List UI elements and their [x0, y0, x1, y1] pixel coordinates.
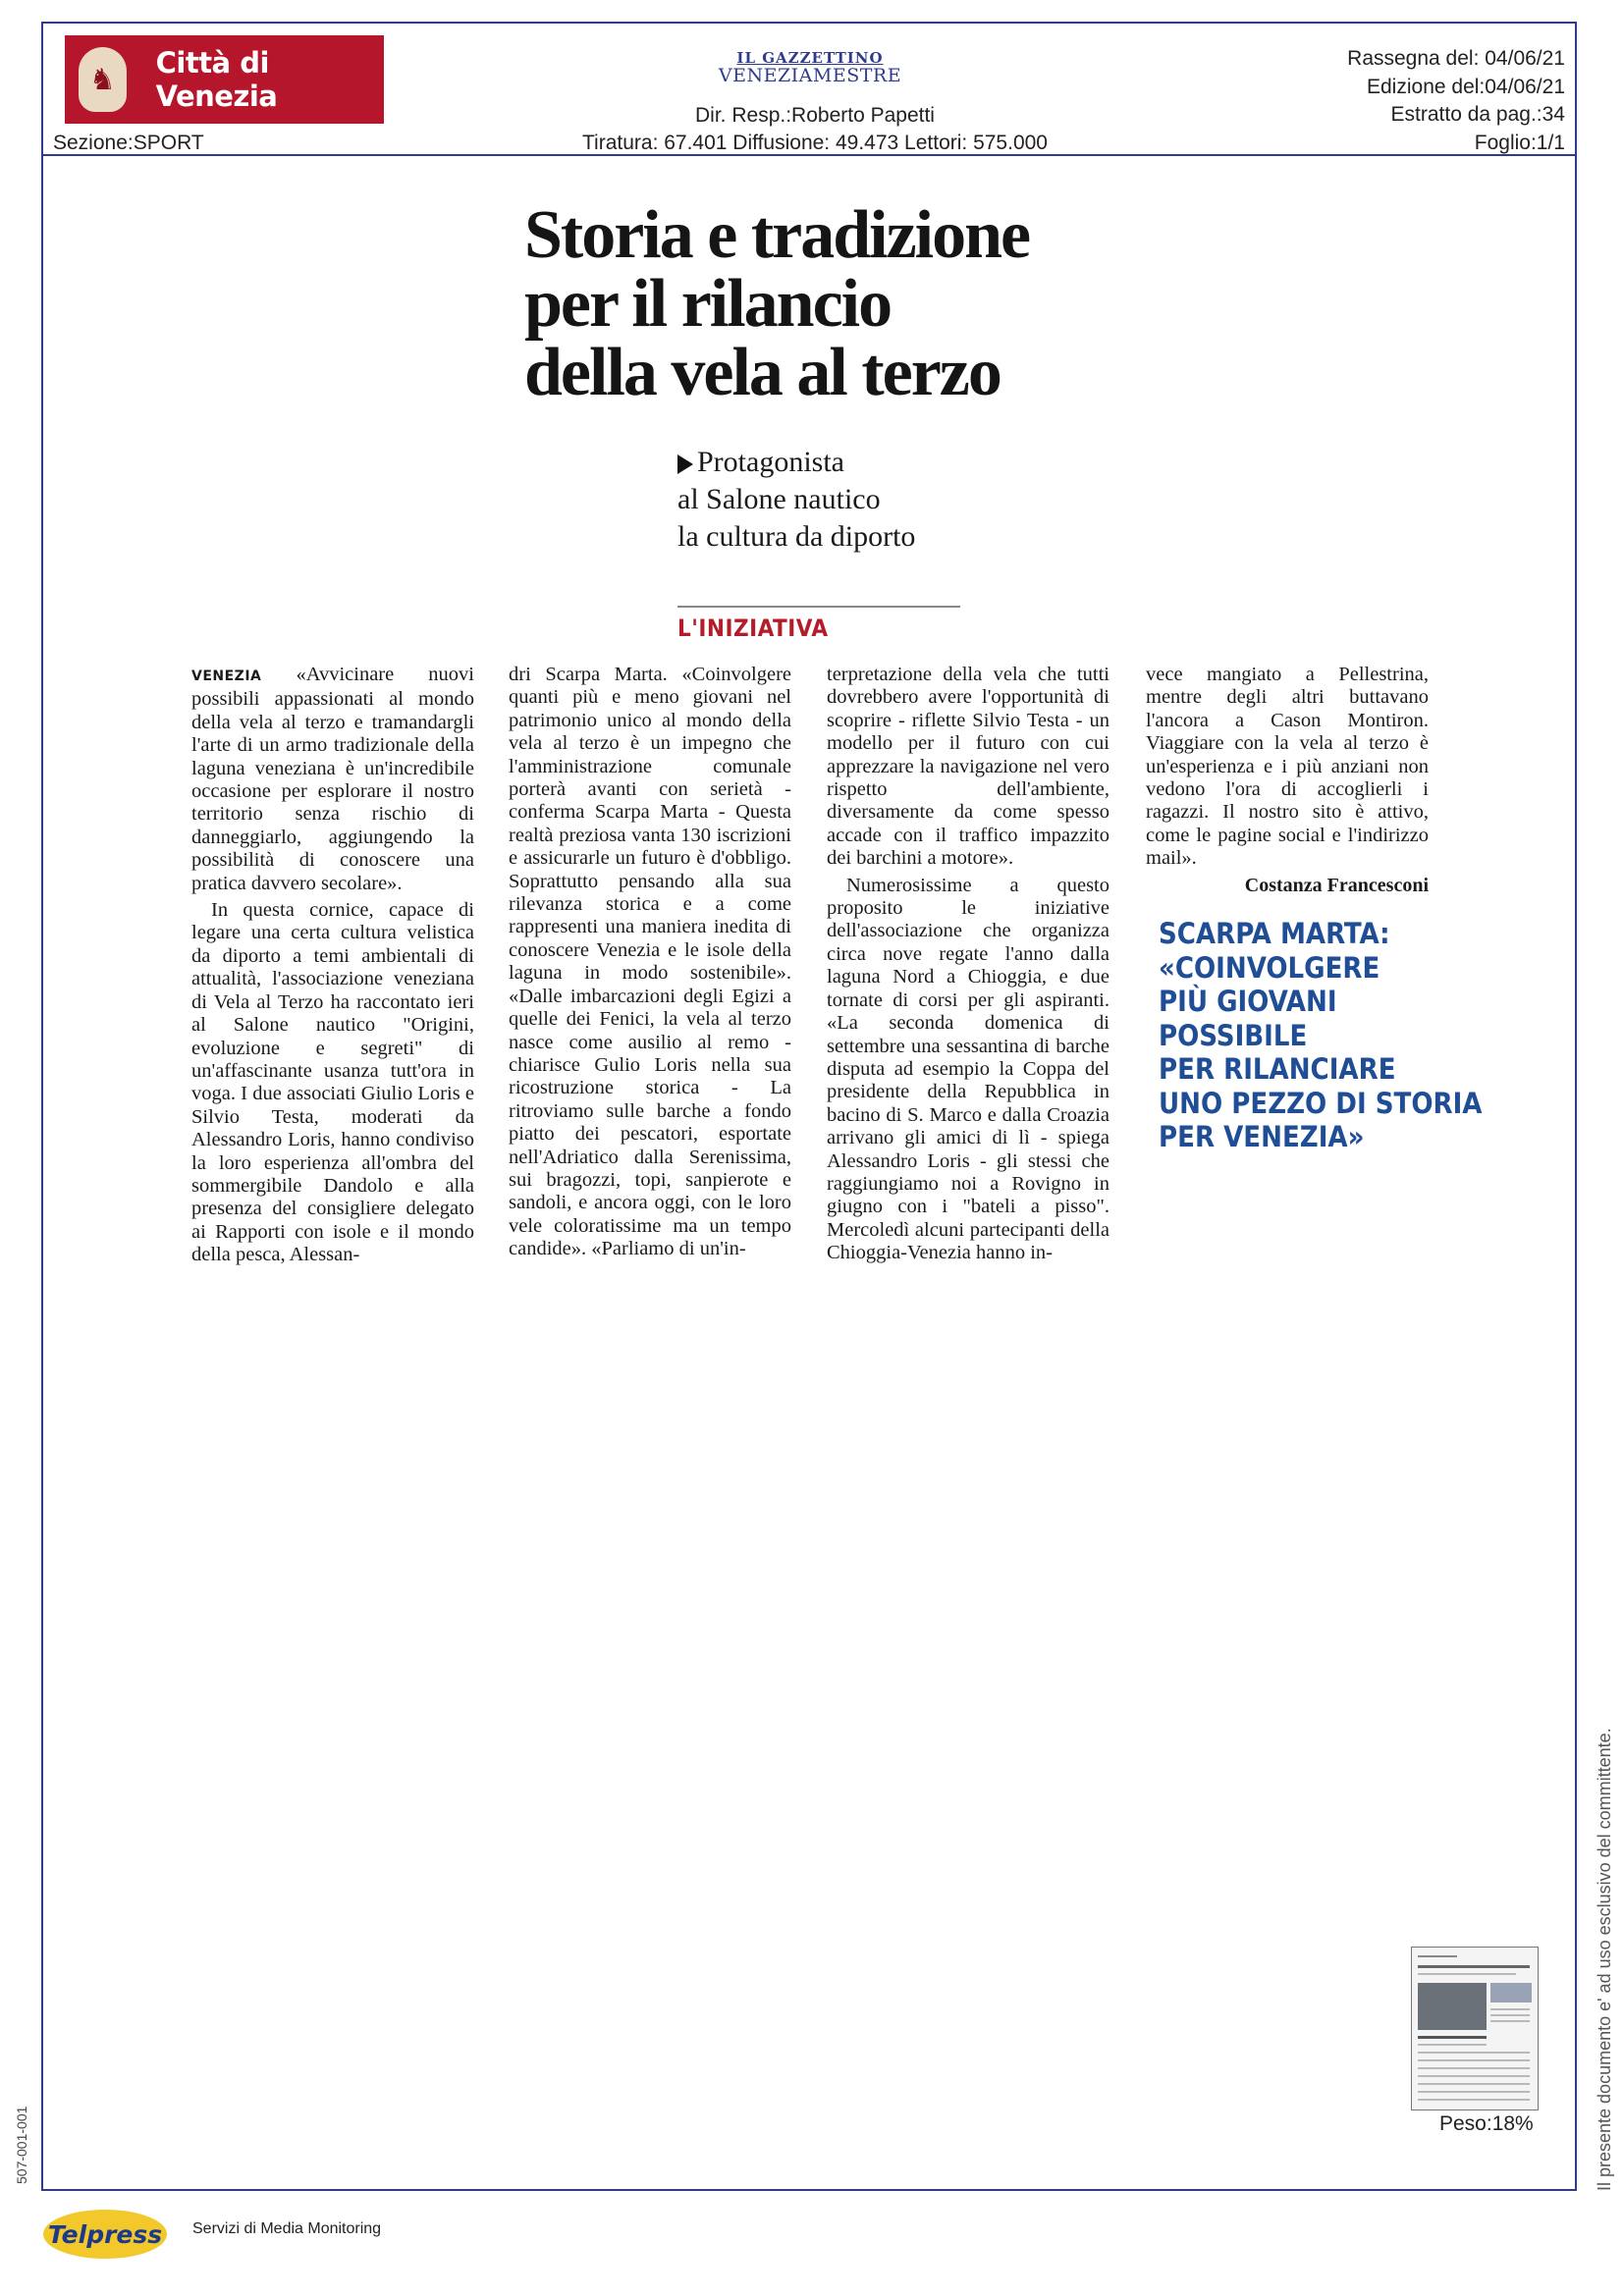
headline-line-2: per il rilancio	[524, 266, 892, 342]
director-line: Dir. Resp.:Roberto Papetti	[695, 104, 935, 127]
headline-line-3: della vela al terzo	[524, 335, 1001, 410]
col3-paragraph-1: terpretazione della vela che tutti dovrebbero avere l'opportunità di scoprire - riflette Silvio Testa - un modello per il futuro con cui apprezzare la navigazione nel vero rispetto dell'ambiente, diversamente da come spesso accade con il traffico impazzito dei barchini a motore».	[827, 664, 1109, 870]
pullquote-line-6: PER VENEZIA»	[1159, 1120, 1365, 1153]
headline	[524, 197, 1030, 410]
foglio-count: Foglio:1/1	[1474, 132, 1565, 154]
newspaper-logo	[687, 49, 933, 86]
pullquote-line-1: SCARPA MARTA:	[1159, 917, 1390, 950]
col2-paragraph: dri Scarpa Marta. «Coinvolgere quanti più e meno giovani nel patrimonio unico al mondo della vela al terzo è un impegno che l'amministrazione comunale porterà avanti con serietà - conferma Scarpa Marta - Questa realtà preziosa vanta 130 iscrizioni e assicurarle un futuro è d'obbligo. Soprattutto pensando alla sua rilevanza storica e a come rappresenti una maniera inedita di conoscere Venezia e le isole della laguna in modo sostenibile». «Dalle imbarcazioni degli Egizi a quelle dei Fenici, la vela al terzo nasce come ausilio al remo - chiarisce Gulio Loris nella sua ricostruzione storica - La ritroviamo sulle barche a fondo piatto dei pescatori, esportate nell'Adriatico dalla Serenissima, sui bragozzi, topi, sanpierote e sandoli, e ancora oggi, con le loro vele coloratissime ma un tempo candide». «Parliamo di un'in-	[509, 664, 791, 1260]
pullquote-line-5: UNO PEZZO DI STORIA	[1159, 1086, 1483, 1120]
citta-di-venezia-logo	[65, 35, 384, 124]
lion-crest-icon: ♞	[79, 47, 127, 112]
kicker-label: L'INIZIATIVA	[677, 614, 829, 642]
telpress-logo-text: Telpress	[47, 2219, 163, 2249]
article-column-4	[1146, 664, 1429, 897]
col4-paragraph: vece mangiato a Pellestrina, mentre degli altri buttavano l'ancora a Cason Montiron. Viaggiare con la vela al terzo è un'esperienza e i più anziani non vedono l'ora di accoglierli i ragazzi. Il nostro sito è attivo, come le pagine social e l'indirizzo mail».	[1146, 664, 1429, 870]
pullquote-line-2: «COINVOLGERE	[1159, 950, 1380, 985]
subhead-line-2: al Salone nautico	[677, 483, 881, 515]
paper-name-top: IL GAZZETTINO	[736, 49, 884, 67]
circulation-line: Tiratura: 67.401 Diffusione: 49.473 Lettori: 575.000	[582, 132, 1048, 154]
footer-service: Servizi di Media Monitoring	[192, 2220, 382, 2237]
pullquote-line-3: PIÙ GIOVANI POSSIBILE	[1159, 985, 1337, 1052]
edizione-date: Edizione del:04/06/21	[1367, 76, 1565, 98]
subhead-line-1: Protagonista	[697, 446, 844, 478]
headline-line-1: Storia e tradizione	[524, 197, 1030, 273]
col3-paragraph-2: Numerosissime a questo proposito le iniziative dell'associazione che organizza circa nove regate l'anno dalla laguna Nord a Chioggia, e due tornate di corsi per gli aspiranti. «La seconda domenica di settembre una sessantina di barche disputa ad esempio la Coppa del presidente della Repubblica in bacino di S. Marco e dalla Croazia arrivano gli amici di lì - spiega Alessandro Loris - gli stessi che raggiungiamo noi a Rovigno in giugno con i "bateli a pisso". Mercoledì alcuni partecipanti della Chioggia-Venezia hanno in-	[827, 874, 1109, 1264]
document-code: 507-001-001	[14, 2106, 29, 2184]
triangle-bullet-icon	[677, 454, 693, 474]
article-column-1	[191, 664, 474, 1271]
article-column-2	[509, 664, 791, 1265]
col1-paragraph-2: In questa cornice, capace di legare una certa cultura velistica da diporto a temi ambientali di attualità, l'associazione veneziana di Vela al Terzo ha raccontato ieri al Salone nautico "Origini, evoluzione e segreti" di un'affascinante usanza tutt'ora in voga. I due associati Giulio Loris e Silvio Testa, moderati da Alessandro Loris, hanno condiviso la loro esperienza all'ombra del sommergibile Dandolo e alla presenza del consigliere delegato ai Rapporti con isole e il mondo della pesca, Alessan-	[191, 899, 474, 1266]
brand-name: Città di Venezia	[155, 46, 278, 113]
page-thumbnail	[1411, 1947, 1539, 2110]
section-label: Sezione:SPORT	[53, 132, 204, 154]
disclaimer-vertical: Il presente documento e' ad uso esclusivo del committente.	[1595, 1728, 1614, 2191]
estratto-page: Estratto da pag.:34	[1390, 103, 1565, 126]
col1-paragraph-1: «Avvicinare nuovi possibili appassionati al mondo della vela al terzo e tramandargli l'arte di un armo tradizionale della laguna veneziana è un'incredibile occasione per esplorare il nostro territorio senza rischio di danneggiarlo, aggiungendo la possibilità di conoscere una pratica davvero secolare».	[191, 664, 474, 894]
author-signature: Costanza Francesconi	[1244, 874, 1429, 896]
telpress-logo	[43, 2210, 167, 2259]
pullquote-line-4: PER RILANCIARE	[1159, 1052, 1396, 1086]
paper-name-bottom: VENEZIAMESTRE	[718, 65, 902, 86]
kicker-rule	[677, 606, 960, 608]
peso-label: Peso:18%	[1439, 2112, 1534, 2135]
subheadline	[677, 444, 915, 556]
dateline: VENEZIA	[191, 668, 262, 684]
subhead-line-3: la cultura da diporto	[677, 520, 916, 553]
rassegna-date: Rassegna del: 04/06/21	[1347, 47, 1565, 70]
article-column-3	[827, 664, 1109, 1269]
pull-quote	[1159, 917, 1483, 1154]
